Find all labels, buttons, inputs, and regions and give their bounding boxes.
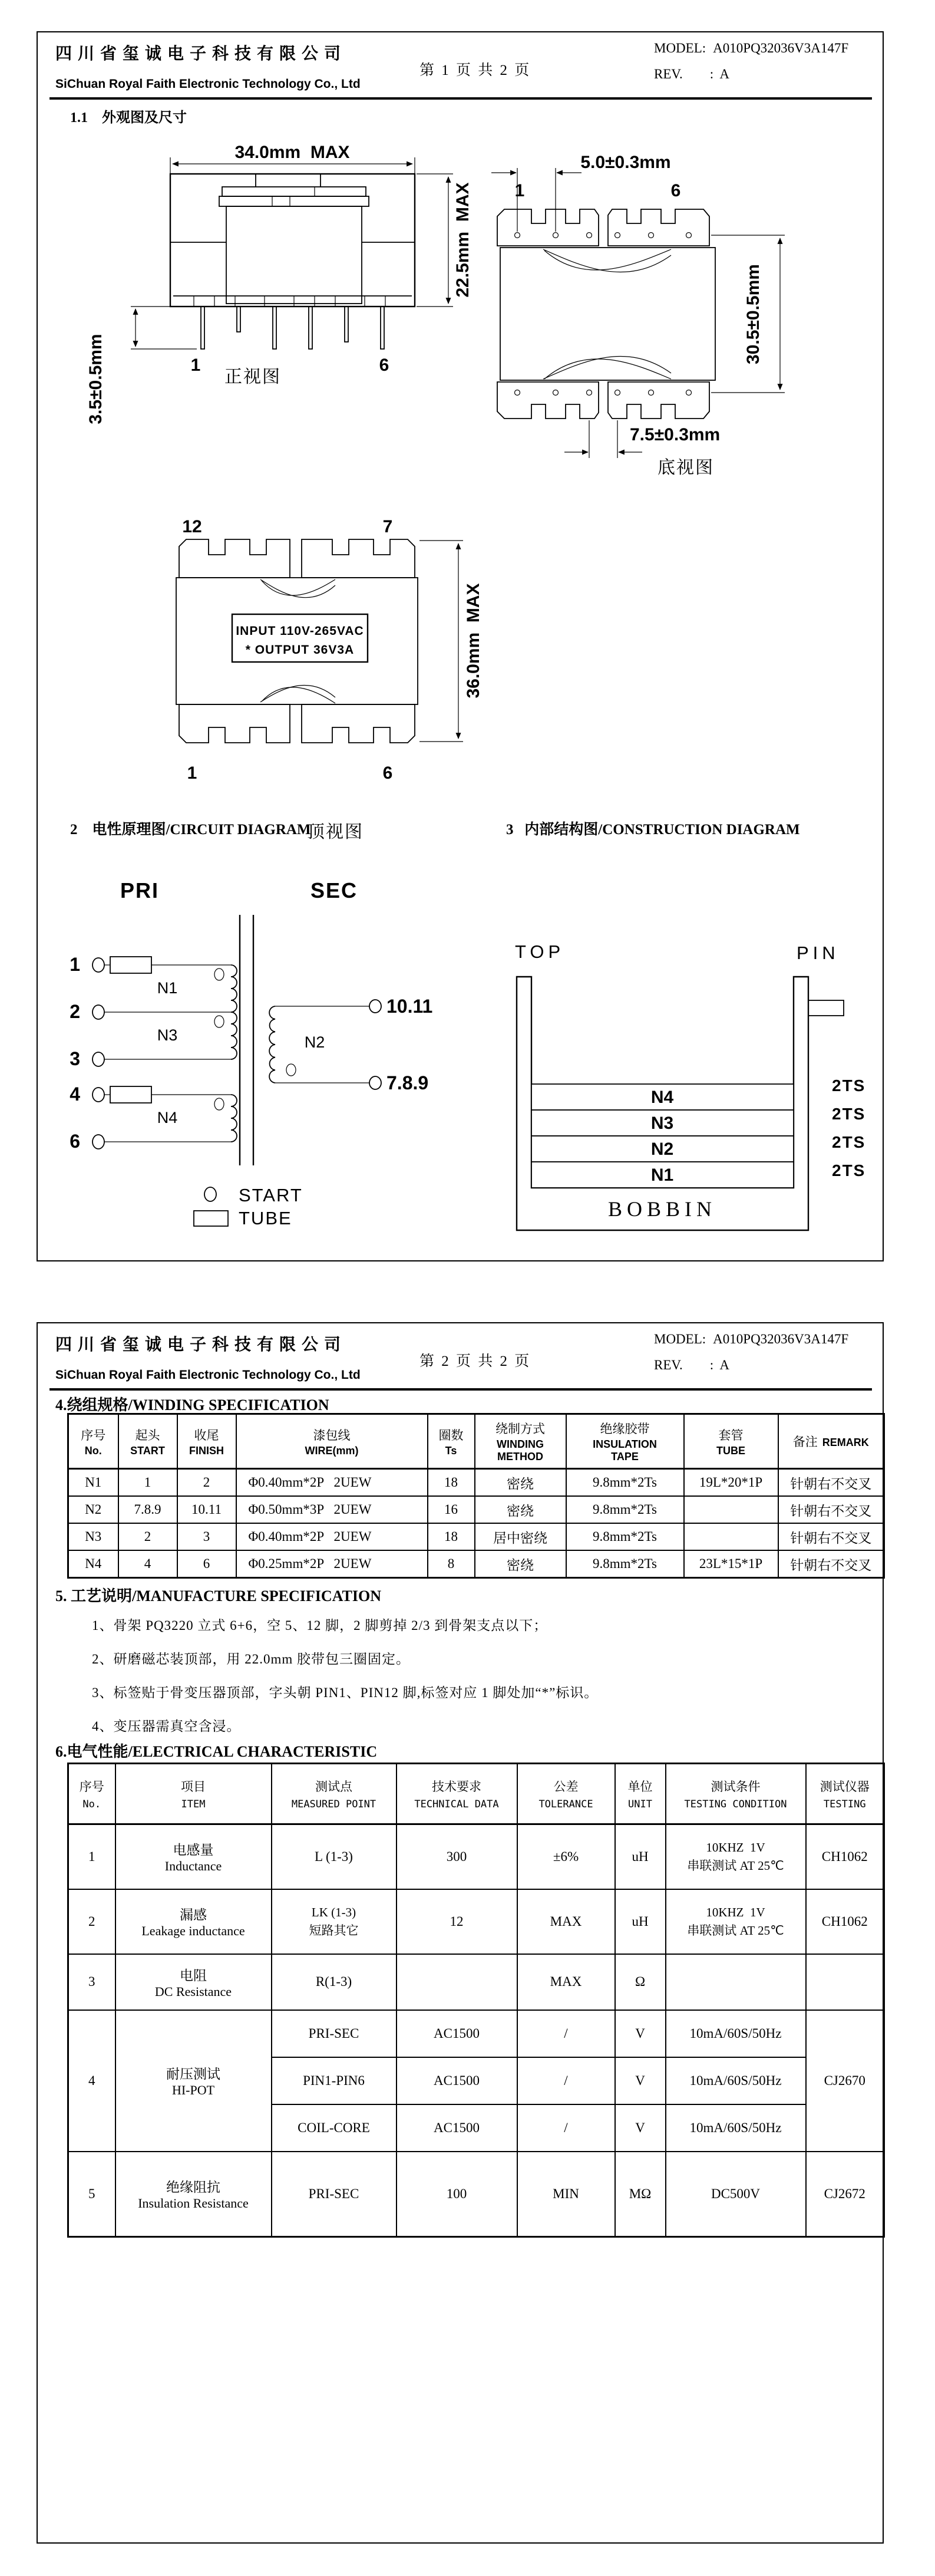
- secondary-terminal-top: [369, 1000, 381, 1013]
- winding-n4-label: N4: [157, 1109, 178, 1126]
- datasheet-page-1: [37, 31, 884, 1261]
- model-label: MODEL:: [654, 1332, 706, 1346]
- winding-n1-label: N1: [157, 979, 178, 997]
- label-output-rating: * OUTPUT 36V3A: [245, 643, 355, 657]
- manufacture-item-3: 3、标签贴于骨变压器顶部，字头朝 PIN1、PIN12 脚,标签对应 1 脚处加“*”标识。: [92, 1685, 599, 1700]
- circuit-diagram: [70, 878, 432, 1228]
- bottom-center-dimension: 7.5±0.3mm: [630, 425, 721, 444]
- section-2-title: 2 电性原理图/CIRCUIT DIAGRAM: [70, 822, 311, 838]
- tube-sleeve-pin1: [110, 957, 151, 973]
- layer-n2-label: N2: [650, 1139, 674, 1159]
- page-indicator: 第 1 页 共 2 页: [419, 62, 531, 78]
- front-view-caption: 正视图: [224, 367, 281, 387]
- rev-label: REV.: [654, 67, 683, 81]
- circuit-pin6-label: 6: [70, 1131, 80, 1152]
- tape-2ts-label-2: 2TS: [832, 1105, 866, 1123]
- electrical-row-hipot-3: COIL-CORE AC1500 / V 10mA/60S/50Hz: [68, 2104, 884, 2152]
- legend-tube-label: TUBE: [239, 1208, 292, 1228]
- electrical-table-header-row: 序号 No. 项目 ITEM 测试点 MEASURED POINT 技术要求 TECHNICAL DATA 公差 TOLERANCE 单位 UNIT 测试条件 TESTING CONDITION 测试仪器 TESTING: [68, 1764, 884, 1824]
- circuit-pin4-label: 4: [70, 1083, 80, 1105]
- tape-2ts-label-4: 2TS: [832, 1161, 866, 1180]
- rev-line: [654, 1358, 729, 1373]
- winding-row-n4: N4 4 6 Φ0.25mm*2P 2UEW 8 密绕 9.8mm*2Ts 23L*15*1P 针朝右不交叉: [68, 1550, 884, 1578]
- bottom-pin1-label: 1: [514, 181, 525, 200]
- winding-row-n2: N2 7.8.9 10.11 Φ0.50mm*3P 2UEW 16 密绕 9.8mm*2Ts 针朝右不交叉: [68, 1496, 884, 1523]
- electrical-row-inductance: 1 电感量 Inductance L (1-3) 300 ±6% uH 10KHZ 1V 串联测试 AT 25℃ CH1062: [68, 1824, 884, 1889]
- top-view-drawing: [176, 517, 483, 842]
- bottom-pitch-dimension: 5.0±0.3mm: [580, 153, 671, 172]
- company-name-cn: 四川省玺诚电子科技有限公司: [55, 1336, 347, 1354]
- secondary-terminal-bottom: [369, 1076, 381, 1089]
- winding-row-n3: N3 2 3 Φ0.40mm*2P 2UEW 18 居中密绕 9.8mm*2Ts 针朝右不交叉: [68, 1523, 884, 1550]
- layer-n3-label: N3: [650, 1114, 674, 1133]
- bottom-height-dimension: 30.5±0.5mm: [744, 264, 763, 364]
- manufacture-item-1: 1、骨架 PQ3220 立式 6+6，空 5、12 脚，2 脚剪掉 2/3 到骨架支点以下；: [92, 1618, 548, 1633]
- bottom-view-caption: 底视图: [658, 458, 714, 477]
- section-1-title: 1.1 外观图及尺寸: [70, 110, 187, 126]
- model-line: [654, 1332, 848, 1347]
- section-4-title: 4.绕组规格/WINDING SPECIFICATION: [55, 1396, 329, 1414]
- label-input-rating: INPUT 110V-265VAC: [236, 624, 364, 638]
- model-value: A010PQ32036V3A147F: [713, 41, 849, 55]
- primary-label: PRI: [120, 878, 160, 902]
- layer-n1-label: N1: [650, 1165, 674, 1185]
- front-height-dimension: 22.5mm MAX: [453, 182, 473, 298]
- construction-pin-label: PIN: [797, 943, 840, 963]
- section-5-title: 5. 工艺说明/MANUFACTURE SPECIFICATION: [55, 1587, 381, 1605]
- top-pin7-label: 7: [382, 517, 393, 536]
- winding-specification-table: [67, 1413, 885, 1579]
- model-value: A010PQ32036V3A147F: [713, 1332, 849, 1346]
- circuit-pin1-label: 1: [70, 954, 80, 975]
- winding-n1-coil: [231, 965, 237, 1012]
- rev-label: REV.: [654, 1358, 683, 1372]
- layer-n4-label: N4: [650, 1088, 674, 1107]
- winding-n2-coil: [269, 1006, 275, 1083]
- circuit-pin2-label: 2: [70, 1001, 80, 1022]
- legend-start-icon: [204, 1187, 216, 1201]
- company-name-cn: 四川省玺诚电子科技有限公司: [55, 45, 347, 63]
- winding-start-marks: [214, 969, 296, 1110]
- construction-diagram: [515, 941, 865, 1230]
- winding-table-header-row: 序号 No. 起头 START 收尾 FINISH 漆包线 WIRE(mm) 圈数 Ts 绕制方式 WINDING METHOD 绝缘胶带 INSULATION TAPE 套管 TUBE 备注 REMARK: [68, 1414, 884, 1469]
- front-view-drawing: [86, 143, 473, 424]
- rev-value: : A: [709, 67, 730, 81]
- secondary-pins-bottom-label: 7.8.9: [386, 1072, 429, 1093]
- electrical-characteristic-table: [67, 1763, 885, 2238]
- bottom-view-drawing: [491, 153, 785, 477]
- bobbin-pin-stub: [808, 1000, 844, 1016]
- page-indicator: 第 2 页 共 2 页: [419, 1353, 531, 1369]
- tube-sleeve-pin4: [110, 1086, 151, 1103]
- bottom-bottom-pin-holes: [515, 390, 692, 396]
- header-divider: [49, 1388, 872, 1391]
- secondary-label: SEC: [310, 878, 358, 902]
- legend-start-label: START: [239, 1185, 303, 1205]
- front-width-dimension: 34.0mm MAX: [234, 143, 350, 162]
- winding-n4-coil: [231, 1095, 237, 1142]
- construction-top-label: TOP: [515, 941, 565, 962]
- electrical-row-insulation: 5 绝缘阻抗 Insulation Resistance PRI-SEC 100 MIN MΩ DC500V CJ2672: [68, 2152, 884, 2237]
- manufacture-item-2: 2、研磨磁芯装顶部，用 22.0mm 胶带包三圈固定。: [92, 1652, 411, 1666]
- tape-2ts-label-3: 2TS: [832, 1133, 866, 1151]
- front-pins: [201, 307, 384, 349]
- top-pin12-label: 12: [182, 517, 202, 536]
- bobbin-label: BOBBIN: [607, 1197, 717, 1221]
- top-pin6-label: 6: [382, 763, 393, 783]
- section-3-title: 3 内部结构图/CONSTRUCTION DIAGRAM: [506, 822, 800, 838]
- winding-n3-label: N3: [157, 1026, 178, 1044]
- rev-value: : A: [709, 1358, 730, 1372]
- datasheet-page-2: [37, 1322, 884, 2544]
- electrical-row-hipot-1: 4 耐压测试 HI-POT PRI-SEC AC1500 / V 10mA/60S/50Hz CJ2670: [68, 2010, 884, 2057]
- front-bobbin-base-ticks: [194, 296, 385, 307]
- tape-2ts-label-1: 2TS: [832, 1076, 866, 1095]
- front-pin-length-dimension: 3.5±0.5mm: [86, 334, 105, 424]
- page1-drawings: [38, 32, 884, 1260]
- electrical-row-dc-resistance: 3 电阻 DC Resistance R(1-3) MAX Ω: [68, 1954, 884, 2010]
- top-view-caption: 顶视图: [307, 822, 364, 842]
- manufacture-item-4: 4、变压器需真空含浸。: [92, 1719, 241, 1734]
- winding-n3-coil: [231, 1012, 237, 1059]
- model-label: MODEL:: [654, 41, 706, 55]
- company-name-en: SiChuan Royal Faith Electronic Technology Co., Ltd: [55, 1368, 361, 1382]
- primary-pin-terminals: [92, 958, 104, 1149]
- bottom-top-pin-holes: [515, 233, 692, 238]
- front-pin1-label: 1: [190, 355, 201, 375]
- section-6-title: 6.电气性能/ELECTRICAL CHARACTERISTIC: [55, 1743, 378, 1760]
- circuit-pin3-label: 3: [70, 1048, 80, 1069]
- top-height-dimension: 36.0mm MAX: [464, 583, 483, 699]
- legend-tube-icon: [194, 1211, 228, 1226]
- front-pin6-label: 6: [379, 355, 389, 375]
- top-pin1-label: 1: [187, 763, 197, 783]
- secondary-pins-top-label: 10.11: [386, 996, 433, 1017]
- winding-row-n1: N1 1 2 Φ0.40mm*2P 2UEW 18 密绕 9.8mm*2Ts 19L*20*1P 针朝右不交叉: [68, 1469, 884, 1497]
- electrical-row-hipot-2: PIN1-PIN6 AC1500 / V 10mA/60S/50Hz: [68, 2057, 884, 2104]
- company-name-en: SiChuan Royal Faith Electronic Technology Co., Ltd: [55, 77, 361, 91]
- electrical-row-leakage: 2 漏感 Leakage inductance LK (1-3) 短路其它 12 MAX uH 10KHZ 1V 串联测试 AT 25℃ CH1062: [68, 1889, 884, 1954]
- winding-n2-label: N2: [304, 1033, 325, 1051]
- bottom-pin6-label: 6: [670, 181, 681, 200]
